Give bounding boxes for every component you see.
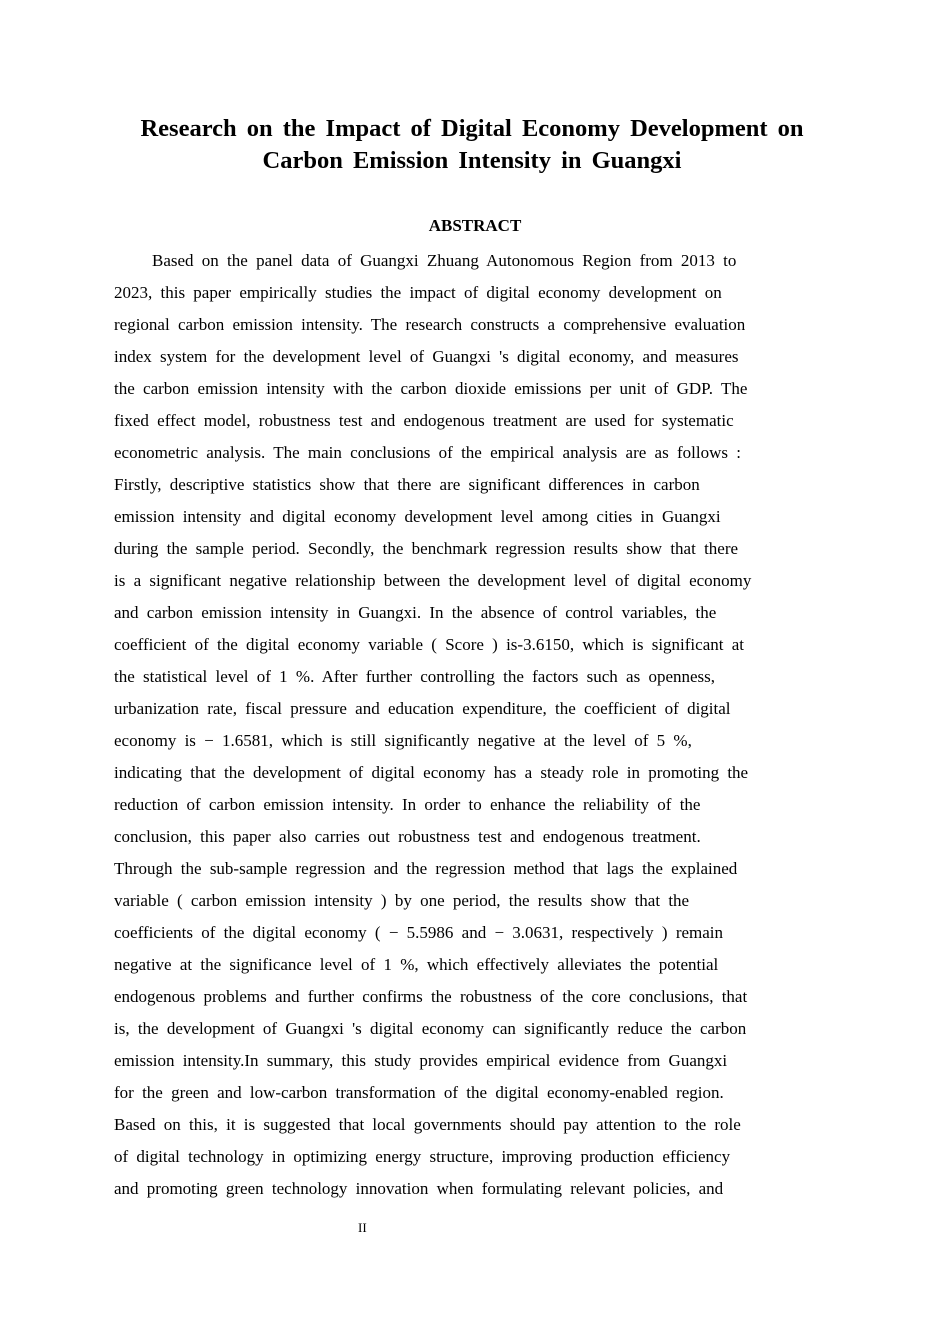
abstract-line: Based on the panel data of Guangxi Zhuang Autonomous Region from 2013 to (152, 251, 737, 270)
abstract-line: index system for the development level of Guangxi 's digital economy, and measures (114, 347, 739, 366)
abstract-line: emission intensity and digital economy development level among cities in Guangxi (114, 507, 721, 526)
abstract-body (114, 245, 844, 1205)
abstract-line: negative at the significance level of 1 %, which effectively alleviates the potential (114, 955, 719, 974)
abstract-line: coefficient of the digital economy variable ( Score ) is-3.6150, which is significant at (114, 635, 744, 654)
abstract-line: is a significant negative relationship between the development level of digital economy (114, 571, 752, 590)
title-line: Research on the Impact of Digital Economy Development on (140, 115, 804, 142)
abstract-line: regional carbon emission intensity. The research constructs a comprehensive evaluation (114, 315, 746, 334)
page-number: II (358, 1220, 367, 1235)
abstract-line: conclusion, this paper also carries out robustness test and endogenous treatment. (114, 827, 701, 846)
abstract-line: Through the sub-sample regression and the regression method that lags the explained (114, 859, 738, 878)
abstract-line: emission intensity.In summary, this study provides empirical evidence from Guangxi (114, 1051, 728, 1070)
abstract-line: urbanization rate, fiscal pressure and education expenditure, the coefficient of digital (114, 699, 731, 718)
abstract-line: and carbon emission intensity in Guangxi. In the absence of control variables, the (114, 603, 717, 622)
abstract-line: econometric analysis. The main conclusions of the empirical analysis are as follows : (114, 443, 741, 462)
abstract-line: economy is − 1.6581, which is still significantly negative at the level of 5 %, (114, 731, 692, 750)
title-line: Carbon Emission Intensity in Guangxi (262, 147, 682, 174)
abstract-line: endogenous problems and further confirms the robustness of the core conclusions, that (114, 987, 748, 1006)
abstract-line: the statistical level of 1 %. After further controlling the factors such as openness, (114, 667, 716, 686)
abstract-line: variable ( carbon emission intensity ) by one period, the results show that the (114, 891, 690, 910)
abstract-line: for the green and low-carbon transformation of the digital economy-enabled region. (114, 1083, 724, 1102)
paper-title (112, 113, 832, 177)
abstract-line: the carbon emission intensity with the carbon dioxide emissions per unit of GDP. The (114, 379, 748, 398)
abstract-line: 2023, this paper empirically studies the impact of digital economy development on (114, 283, 722, 302)
abstract-line: coefficients of the digital economy ( − 5.5986 and − 3.0631, respectively ) remain (114, 923, 724, 942)
abstract-line: and promoting green technology innovation when formulating relevant policies, and (114, 1179, 724, 1198)
abstract-line: during the sample period. Secondly, the benchmark regression results show that there (114, 539, 739, 558)
abstract-line: Based on this, it is suggested that local governments should pay attention to the role (114, 1115, 741, 1134)
abstract-line: fixed effect model, robustness test and endogenous treatment are used for systematic (114, 411, 734, 430)
abstract-heading: ABSTRACT (428, 216, 522, 235)
abstract-line: is, the development of Guangxi 's digital economy can significantly reduce the carbon (114, 1019, 747, 1038)
abstract-line: Firstly, descriptive statistics show that there are significant differences in carbon (114, 475, 700, 494)
abstract-line: indicating that the development of digital economy has a steady role in promoting the (114, 763, 749, 782)
abstract-line: of digital technology in optimizing energy structure, improving production efficiency (114, 1147, 731, 1166)
abstract-line: reduction of carbon emission intensity. In order to enhance the reliability of the (114, 795, 701, 814)
